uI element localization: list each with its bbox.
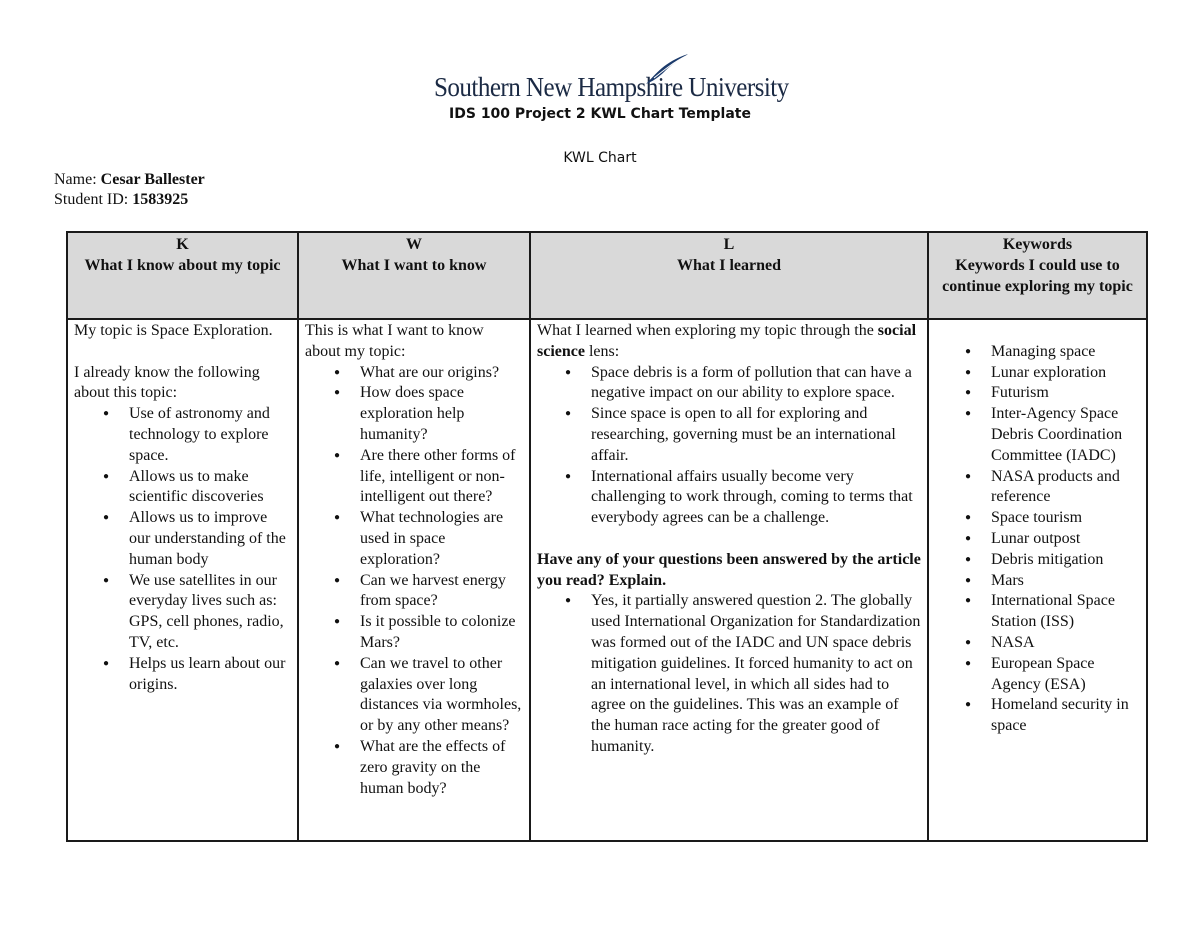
university-logo: [434, 66, 789, 106]
want-intro: This is what I want to know about my topic:: [305, 322, 484, 360]
header-l-sub: What I learned: [677, 256, 781, 274]
header-l: [530, 232, 928, 319]
list-item: ● Homeland security in space: [991, 695, 1140, 737]
list-item: ● Space tourism: [991, 508, 1140, 529]
feather-icon: [642, 52, 692, 86]
list-item: ● Mars: [991, 571, 1140, 592]
list-item: ● Allows us to improve our understanding of the human body: [129, 508, 291, 570]
name-label: Name:: [54, 171, 97, 188]
learned-cell: [530, 319, 928, 841]
header-keywords-title: Keywords: [1002, 236, 1073, 253]
header-k-sub: What I know about my topic: [84, 256, 281, 274]
student-id-label: Student ID:: [54, 191, 129, 208]
kwl-header-row: [67, 232, 1147, 319]
learned-list: [537, 363, 921, 529]
student-name: Cesar Ballester: [100, 171, 205, 188]
keywords-list: [935, 342, 1140, 737]
header-w: [298, 232, 530, 319]
list-item: ● What are our origins?: [360, 363, 523, 384]
know-list: [74, 404, 291, 695]
chart-title: KWL Chart: [563, 150, 637, 166]
header-k-letter: K: [176, 236, 189, 253]
answer-list: [537, 591, 921, 757]
question-text: Have any of your questions been answered by the article you read? Explain.: [537, 550, 921, 589]
list-item: ● NASA products and reference: [991, 467, 1140, 509]
list-item: ● Can we harvest energy from space?: [360, 571, 523, 613]
list-item: ● International Space Station (ISS): [991, 591, 1140, 633]
list-item: ● Yes, it partially answered question 2. The globally used International Organization for Standardization was formed out of the IADC and UN space debris mitigation guidelines. It forced humanity to act on an international level, in which all sides had to agree on the guidelines. This was an example of the human race acting for the greater good of humanity.: [591, 591, 921, 757]
document-title: IDS 100 Project 2 KWL Chart Template: [449, 106, 751, 122]
student-id-line: [54, 190, 188, 210]
list-item: ● Space debris is a form of pollution that can have a negative impact on our ability to explore space.: [591, 363, 921, 405]
list-item: ● Can we travel to other galaxies over long distances via wormholes, or by any other means?: [360, 654, 523, 737]
list-item: ● Helps us learn about our origins.: [129, 654, 291, 696]
list-item: ● What technologies are used in space exploration?: [360, 508, 523, 570]
list-item: ● Since space is open to all for exploring and researching, governing must be an international affair.: [591, 404, 921, 466]
learned-intro-pre: What I learned when exploring my topic through the: [537, 322, 874, 339]
learned-lens: social science: [537, 322, 917, 360]
list-item: ● Debris mitigation: [991, 550, 1140, 571]
list-item: ● Lunar exploration: [991, 363, 1140, 384]
list-item: ● NASA: [991, 633, 1140, 654]
header-l-letter: L: [723, 236, 735, 253]
learned-intro-post: lens:: [588, 342, 620, 360]
list-item: ● How does space exploration help humanity?: [360, 383, 523, 445]
list-item: ● Inter-Agency Space Debris Coordination Committee (IADC): [991, 404, 1140, 466]
want-list: [305, 363, 523, 800]
know-cell: [67, 319, 298, 841]
student-id: 1583925: [132, 191, 189, 208]
want-cell: [298, 319, 530, 841]
list-item: ● Lunar outpost: [991, 529, 1140, 550]
header-k: [67, 232, 298, 319]
learned-question: [537, 550, 921, 592]
list-item: ● Futurism: [991, 383, 1140, 404]
list-item: ● Are there other forms of life, intelligent or non-intelligent out there?: [360, 446, 523, 508]
list-item: ● Managing space: [991, 342, 1140, 363]
kwl-content-row: [67, 319, 1147, 841]
list-item: ● We use satellites in our everyday lives such as: GPS, cell phones, radio, TV, etc.: [129, 571, 291, 654]
list-item: ● What are the effects of zero gravity on the human body?: [360, 737, 523, 799]
list-item: ● Use of astronomy and technology to explore space.: [129, 404, 291, 466]
list-item: ● Allows us to make scientific discoveries: [129, 467, 291, 509]
learned-intro: [537, 321, 921, 363]
student-name-line: [54, 170, 205, 190]
keywords-cell: [928, 319, 1147, 841]
list-item: ● Is it possible to colonize Mars?: [360, 612, 523, 654]
know-intro: My topic is Space Exploration.: [74, 322, 273, 339]
logo-wordmark: Southern New Hampshire University: [434, 72, 789, 102]
header-keywords: [928, 232, 1147, 319]
list-item: ● International affairs usually become very challenging to work through, coming to terms that everybody agrees can be a challenge.: [591, 467, 921, 529]
list-item: ● European Space Agency (ESA): [991, 654, 1140, 696]
header-w-letter: W: [406, 236, 422, 253]
header-keywords-sub: Keywords I could use to continue exploring my topic: [942, 256, 1133, 295]
know-intro-2: I already know the following about this topic:: [74, 363, 260, 402]
kwl-table: [66, 231, 1148, 842]
header-w-sub: What I want to know: [341, 256, 487, 274]
